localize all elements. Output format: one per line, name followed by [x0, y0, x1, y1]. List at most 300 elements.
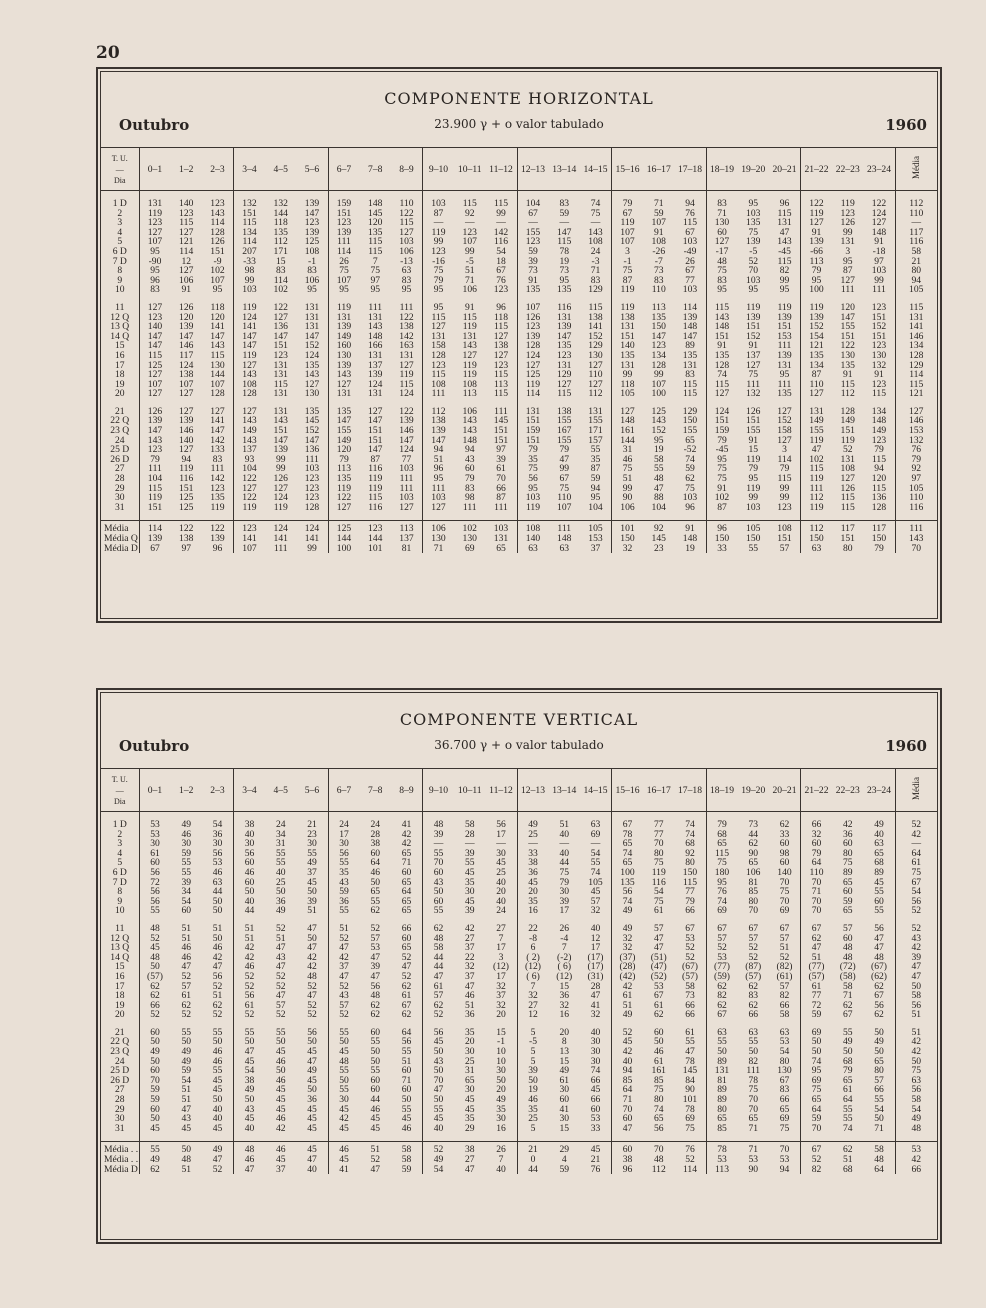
value-cell: 67	[675, 228, 707, 238]
footer-value: 150	[714, 533, 730, 544]
value-cell: 127	[557, 378, 572, 390]
footer-value: 26	[486, 1142, 518, 1155]
footer-value: 153	[580, 534, 612, 544]
value-cell: 143	[462, 340, 477, 352]
value-cell: 119	[242, 301, 257, 313]
value-cell: —	[580, 839, 612, 849]
value-cell: 116	[179, 473, 194, 485]
value-cell: 54	[202, 820, 234, 830]
day-label: 28	[101, 474, 139, 484]
value-cell: 117	[179, 349, 194, 361]
gap-cell	[202, 1133, 234, 1142]
value-cell: 143	[202, 341, 234, 351]
value-cell: 90	[675, 1085, 707, 1095]
value-cell: 136	[864, 493, 896, 503]
group-gap	[101, 512, 937, 521]
value-cell: 114	[336, 245, 352, 257]
value-cell: 15	[486, 1028, 518, 1038]
footer-value: 114	[675, 1165, 707, 1175]
daily-mean: 115	[909, 301, 924, 313]
value-cell: 65	[391, 849, 423, 859]
footer-value: 47	[202, 1155, 234, 1165]
value-cell: 145	[486, 416, 518, 426]
value-cell: 147	[297, 436, 329, 446]
value-cell: 84	[675, 1076, 707, 1086]
value-cell: 127	[179, 226, 194, 238]
value-cell: 70	[150, 1074, 160, 1086]
day-label: 1 D	[101, 199, 139, 209]
value-cell: 99	[244, 274, 255, 286]
value-cell: —	[486, 839, 518, 849]
group-gap	[101, 1133, 937, 1142]
gap-cell	[486, 512, 518, 521]
value-cell: 124	[525, 349, 541, 361]
value-cell: 147	[147, 340, 163, 352]
value-cell: 94	[433, 444, 444, 456]
value-cell: 131	[580, 407, 612, 417]
value-cell: 58	[653, 453, 664, 465]
value-cell: (37)	[619, 951, 636, 963]
footer-row	[101, 544, 937, 554]
value-cell: 123	[297, 218, 329, 228]
value-cell: -1	[297, 257, 329, 267]
column-header: 12–13	[517, 148, 549, 191]
value-cell: 71	[580, 266, 612, 276]
value-cell: 131	[809, 405, 824, 417]
day-label: 25 D	[101, 1066, 139, 1076]
value-cell: 43	[244, 1103, 255, 1115]
value-cell: 54	[769, 1047, 801, 1057]
value-cell: 108	[580, 237, 612, 247]
value-cell: 142	[391, 332, 423, 342]
value-cell: 39	[528, 255, 538, 267]
value-cell: 35	[528, 453, 538, 465]
value-cell: 76	[675, 209, 707, 219]
value-cell: 115	[391, 380, 423, 390]
value-cell: 30	[486, 849, 518, 859]
value-cell: 45	[464, 866, 475, 878]
gap-cell	[517, 512, 549, 521]
value-cell: 38	[244, 1074, 255, 1086]
value-cell: 55	[339, 905, 349, 917]
value-cell: 46	[370, 1103, 381, 1115]
value-cell: 99	[622, 482, 633, 494]
value-cell: 148	[620, 415, 635, 427]
value-cell: 48	[433, 819, 444, 830]
value-cell: 39	[464, 905, 475, 917]
daily-mean: 128	[909, 349, 924, 361]
value-cell: 107	[462, 236, 477, 248]
value-cell: 28	[464, 828, 475, 840]
value-cell: 66	[748, 1009, 759, 1021]
value-cell: 65	[864, 1057, 896, 1067]
value-cell: 36	[275, 895, 286, 907]
value-cell: 139	[273, 444, 288, 456]
value-cell: 50	[433, 1065, 444, 1077]
value-cell: 54	[244, 1065, 255, 1077]
value-cell: 111	[337, 236, 351, 248]
value-cell: 74	[675, 830, 707, 840]
value-cell: 45	[580, 1085, 612, 1095]
value-cell: 119	[242, 501, 257, 513]
day-label: 20	[101, 389, 139, 399]
value-cell: 75	[653, 1084, 664, 1096]
value-cell: 127	[840, 473, 855, 485]
value-cell: (28)	[619, 961, 636, 973]
value-cell: 49	[297, 858, 329, 868]
value-cell: 94	[675, 199, 707, 209]
footer-value: 62	[832, 1142, 864, 1155]
value-cell: 32	[528, 990, 538, 1002]
value-cell: 139	[297, 228, 329, 238]
value-cell: 77	[653, 828, 664, 840]
value-cell: 51	[433, 453, 444, 465]
value-cell: 46	[202, 1047, 234, 1057]
value-cell: 150	[675, 416, 707, 426]
panel-header	[101, 69, 937, 148]
value-cell: 123	[147, 311, 163, 323]
value-cell: 69	[811, 1026, 822, 1038]
value-cell: 97	[864, 257, 896, 267]
value-cell: 24	[339, 819, 349, 830]
daily-mean: 50	[911, 1055, 922, 1067]
row-header-line: —	[115, 785, 124, 795]
value-cell: 104	[242, 463, 257, 475]
footer-value: 62	[150, 1163, 160, 1175]
value-cell: 148	[714, 321, 730, 333]
value-cell: 151	[368, 434, 383, 446]
value-cell: 56	[370, 980, 381, 992]
value-cell: 55	[464, 857, 475, 869]
value-cell: 155	[746, 425, 761, 437]
value-cell: 77	[675, 276, 707, 286]
value-cell: 43	[181, 1113, 192, 1125]
value-cell: 60	[433, 895, 444, 907]
value-cell: 95	[150, 245, 160, 257]
value-cell: 20	[528, 886, 538, 898]
value-cell: 67	[675, 924, 707, 934]
column-header: 19–20	[738, 769, 770, 812]
value-cell: 60	[769, 839, 801, 849]
value-cell: 127	[273, 311, 288, 323]
value-cell: 51	[464, 999, 475, 1011]
value-cell: 47	[339, 970, 349, 982]
value-cell: 112	[840, 388, 855, 400]
value-cell: 148	[368, 330, 383, 342]
value-cell: 161	[620, 425, 635, 437]
value-cell: 138	[179, 369, 194, 381]
horizontal-component-panel	[96, 67, 942, 623]
value-cell: 59	[150, 1084, 160, 1096]
value-cell: 48	[370, 990, 381, 1002]
panel-month: Outubro	[119, 737, 190, 755]
column-header: 15–16	[612, 769, 644, 812]
value-cell: 151	[714, 415, 730, 427]
day-label: 23 Q	[101, 426, 139, 436]
value-cell: 5	[530, 1026, 536, 1038]
value-cell: 31	[275, 838, 286, 850]
value-cell: 95	[580, 493, 612, 503]
value-cell: 46	[391, 1124, 423, 1134]
value-cell: 47	[811, 444, 822, 456]
value-cell: 103	[391, 237, 423, 247]
value-cell: 107	[147, 378, 163, 390]
value-cell: 120	[864, 474, 896, 484]
value-cell: 118	[620, 378, 635, 390]
vertical-data-table	[101, 769, 937, 1174]
value-cell: 39	[297, 897, 329, 907]
value-cell: 95	[433, 473, 444, 485]
value-cell: 135	[746, 217, 761, 229]
value-cell: 45	[433, 1036, 444, 1048]
daily-mean: 127	[909, 405, 924, 417]
value-cell: 59	[842, 895, 853, 907]
value-cell: 95	[769, 370, 801, 380]
value-cell: 115	[714, 847, 730, 859]
daily-mean: 110	[909, 492, 924, 504]
value-cell: 127	[391, 228, 423, 238]
value-cell: 52	[181, 970, 192, 982]
value-cell: 15	[559, 1055, 570, 1067]
value-cell: 119	[746, 301, 761, 313]
value-cell: 44	[370, 1094, 381, 1106]
value-cell: 95	[370, 284, 381, 296]
value-cell: 75	[675, 484, 707, 494]
value-cell: 52	[275, 1009, 286, 1021]
value-cell: 61	[181, 990, 192, 1002]
footer-value: 130	[431, 533, 446, 544]
value-cell: 59	[811, 1009, 822, 1021]
value-cell: 135	[297, 407, 329, 417]
daily-mean: 64	[911, 847, 922, 859]
value-cell: 135	[273, 226, 288, 238]
value-cell: 49	[275, 905, 286, 917]
value-cell: 80	[748, 895, 759, 907]
value-cell: 123	[525, 321, 541, 333]
value-cell: 43	[433, 876, 444, 888]
value-cell: 67	[653, 990, 664, 1002]
value-cell: 132	[242, 198, 257, 209]
value-cell: 65	[748, 857, 759, 869]
day-label: 2	[101, 209, 139, 219]
value-cell: 136	[297, 445, 329, 455]
value-cell: 107	[336, 274, 352, 286]
value-cell: 152	[809, 321, 824, 333]
column-header: 20–21	[769, 148, 801, 191]
value-cell: 126	[840, 482, 855, 494]
value-cell: 80	[769, 1057, 801, 1067]
value-cell: 95	[391, 285, 423, 295]
day-label: 22 Q	[101, 416, 139, 426]
value-cell: 74	[717, 369, 727, 381]
footer-value: 52	[202, 1165, 234, 1175]
footer-value: 4	[561, 1154, 567, 1165]
footer-value: 70	[643, 1142, 675, 1155]
daily-mean: 51	[911, 1026, 922, 1038]
value-cell: 149	[840, 415, 855, 427]
day-label: 4	[101, 849, 139, 859]
value-cell: 56	[150, 866, 160, 878]
column-header: 10–11	[454, 148, 486, 191]
value-cell: 104	[580, 503, 612, 513]
value-cell: 77	[675, 887, 707, 897]
footer-value: 59	[559, 1163, 570, 1175]
value-cell: 65	[653, 1113, 664, 1125]
day-label: 9	[101, 897, 139, 907]
gap-cell	[706, 512, 738, 521]
value-cell: 140	[147, 321, 163, 333]
value-cell: 135	[714, 349, 730, 361]
footer-value: 90	[748, 1163, 759, 1175]
value-cell: 60	[181, 905, 192, 917]
value-cell: 125	[297, 237, 329, 247]
value-cell: 131	[273, 359, 288, 371]
value-cell: 148	[864, 228, 896, 238]
value-cell: 49	[528, 819, 538, 830]
value-cell: 60	[769, 858, 801, 868]
footer-value: 151	[769, 534, 801, 544]
value-cell: 75	[622, 265, 633, 277]
daily-mean: 105	[909, 482, 924, 494]
value-cell: 50	[244, 1094, 255, 1106]
value-cell: 62	[202, 1001, 234, 1011]
footer-value: 150	[864, 534, 896, 544]
value-cell: 3	[769, 445, 801, 455]
column-header: 17–18	[675, 148, 707, 191]
value-cell: 47	[622, 1122, 633, 1134]
value-cell: 134	[651, 349, 666, 361]
value-cell: 65	[391, 906, 423, 916]
value-cell: 52	[391, 953, 423, 963]
value-cell: 57	[653, 922, 664, 934]
value-cell: 102	[202, 266, 234, 276]
value-cell: 55	[339, 857, 349, 869]
value-cell: -49	[675, 247, 707, 257]
value-cell: 62	[748, 980, 759, 992]
value-cell: 119	[147, 492, 163, 504]
value-cell: 119	[336, 301, 352, 313]
value-cell: 62	[391, 1010, 423, 1020]
value-cell: 142	[486, 228, 518, 238]
value-cell: 45	[297, 1124, 329, 1134]
value-cell: 45	[297, 1076, 329, 1086]
value-cell: 155	[840, 321, 855, 333]
day-label: 30	[101, 493, 139, 503]
value-cell: (31)	[580, 972, 612, 982]
value-cell: 135	[840, 359, 855, 371]
value-cell: 95	[653, 434, 664, 446]
value-cell: 69	[675, 1114, 707, 1124]
column-header: 16–17	[643, 769, 675, 812]
footer-value: 51	[842, 1154, 853, 1165]
value-cell: 111	[297, 455, 329, 465]
value-cell: 128	[864, 503, 896, 513]
value-cell: —	[580, 218, 612, 228]
value-cell: 147	[147, 425, 163, 437]
value-cell: 89	[842, 866, 853, 878]
value-cell: 58	[769, 1010, 801, 1020]
footer-value: 52	[675, 1155, 707, 1165]
value-cell: 61	[842, 1084, 853, 1096]
value-cell: 46	[622, 453, 633, 465]
value-cell: 153	[769, 332, 801, 342]
value-cell: 60	[811, 838, 822, 850]
value-cell: 80	[675, 858, 707, 868]
value-cell: 52	[717, 942, 727, 954]
footer-value: 45	[297, 1142, 329, 1155]
value-cell: 106	[620, 501, 635, 513]
value-cell: 106	[462, 405, 477, 417]
footer-value: 71	[738, 1142, 770, 1155]
footer-value: 64	[864, 1165, 896, 1175]
daily-mean: 94	[911, 274, 922, 286]
value-cell: 127	[368, 405, 383, 417]
value-cell: (72)	[839, 961, 856, 973]
value-cell: 143	[462, 425, 477, 437]
horizontal-data-table	[101, 148, 937, 553]
value-cell: 51	[811, 951, 822, 963]
day-label: 15	[101, 962, 139, 972]
gap-cell	[139, 1133, 171, 1142]
value-cell: 160	[336, 340, 352, 352]
value-cell: 57	[864, 1076, 896, 1086]
value-cell: 5	[530, 1122, 536, 1134]
footer-value: 51	[360, 1142, 392, 1155]
value-cell: 123	[864, 436, 896, 446]
value-cell: 24	[580, 247, 612, 257]
value-cell: -1	[486, 1037, 518, 1047]
value-cell: 60	[370, 847, 381, 859]
value-cell: 3	[625, 245, 630, 257]
value-cell: 129	[675, 407, 707, 417]
daily-mean: 47	[911, 961, 922, 973]
value-cell: 32	[464, 961, 475, 973]
value-cell: 70	[811, 876, 822, 888]
value-cell: 139	[809, 236, 824, 248]
day-label: 6 D	[101, 868, 139, 878]
value-cell: 126	[746, 405, 761, 417]
value-cell: 97	[486, 445, 518, 455]
value-cell: 123	[864, 380, 896, 390]
value-cell: 131	[273, 405, 288, 417]
footer-value: 37	[580, 544, 612, 554]
daily-mean: 67	[911, 876, 922, 888]
value-cell: 50	[202, 934, 234, 944]
value-cell: 52	[675, 953, 707, 963]
footer-value: 111	[549, 521, 581, 534]
value-cell: 99	[622, 369, 633, 381]
value-cell: 122	[391, 313, 423, 323]
value-cell: 51	[769, 943, 801, 953]
value-cell: 111	[809, 482, 824, 494]
value-cell: 78	[622, 828, 633, 840]
value-cell: 60	[842, 932, 853, 944]
value-cell: 65	[842, 1074, 853, 1086]
footer-value: 139	[202, 534, 234, 544]
value-cell: 127	[746, 359, 761, 371]
value-cell: 119	[620, 301, 635, 313]
value-cell: 115	[486, 322, 518, 332]
gap-cell	[297, 1133, 329, 1142]
value-cell: 3	[845, 245, 851, 257]
footer-value: 70	[769, 1142, 801, 1155]
value-cell: 47	[464, 980, 475, 992]
value-cell: 16	[559, 1009, 570, 1021]
value-cell: 59	[653, 207, 664, 219]
value-cell: 115	[486, 370, 518, 380]
value-cell: 106	[297, 276, 329, 286]
value-cell: 72	[811, 999, 822, 1011]
